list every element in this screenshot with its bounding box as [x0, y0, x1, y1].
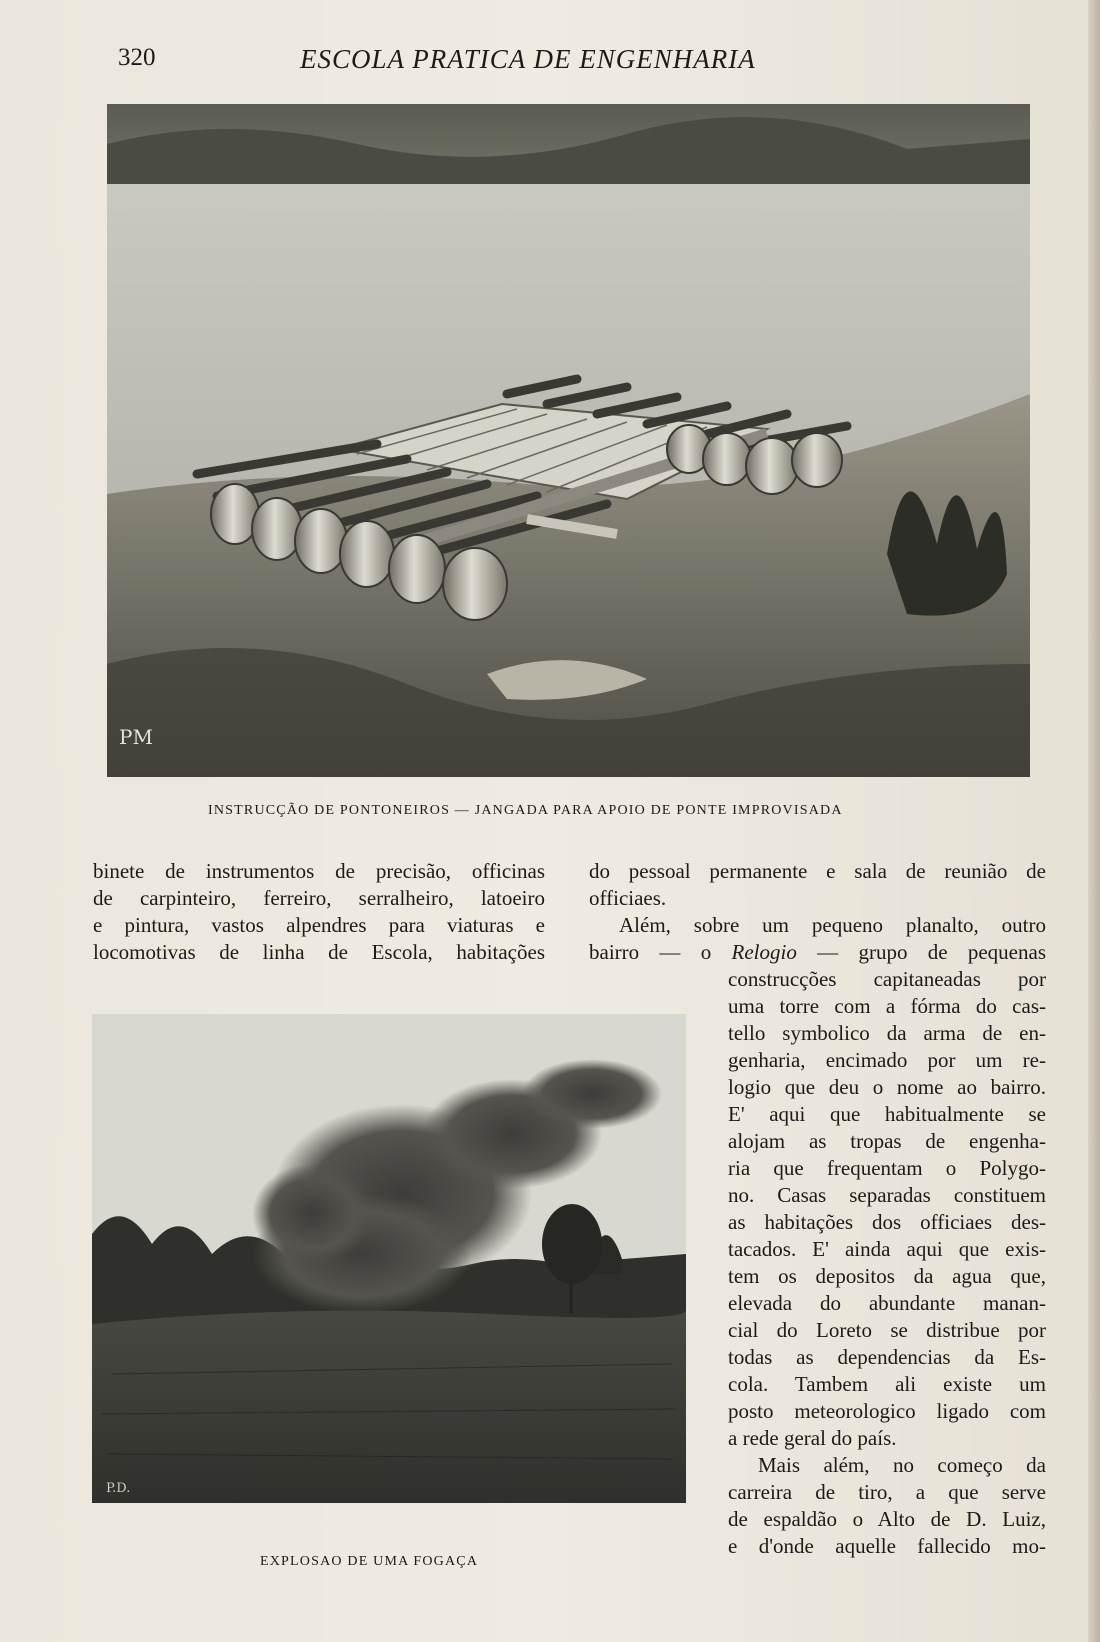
text-line: a rede geral do país.	[728, 1426, 897, 1450]
book-spine-shadow	[1088, 0, 1100, 1642]
text-line: e d'onde aquelle fallecido mo-	[728, 1534, 1046, 1558]
text-line-mixed	[589, 939, 1046, 966]
text-line: carreira de tiro, a que serve	[728, 1480, 1046, 1504]
text-line: construcções capitaneadas por	[728, 967, 1046, 991]
text-line: ria que frequentam o Polygo-	[728, 1156, 1046, 1180]
text-line: binete de instrumentos de precisão, officinas	[93, 859, 545, 883]
italic-word-relogio: Relogio	[731, 940, 797, 964]
text-line: tem os depositos da agua que,	[728, 1264, 1046, 1288]
text-line: Além, sobre um pequeno planalto, outro	[619, 913, 1046, 937]
text-line: genharia, encimado por um re-	[728, 1048, 1046, 1072]
text-column-left	[93, 858, 545, 966]
text-line: cola. Tambem ali existe um	[728, 1372, 1046, 1396]
text-line: posto meteorologico ligado com	[728, 1399, 1046, 1423]
raft-illustration	[107, 104, 1030, 777]
text-line: de espaldão o Alto de D. Luiz,	[728, 1507, 1046, 1531]
text-line: officiaes.	[589, 886, 667, 910]
text-line: E' aqui que habitualmente se	[728, 1102, 1046, 1126]
photo-raft-on-barrels	[107, 104, 1030, 777]
text-line: do pessoal permanente e sala de reunião de	[589, 859, 1046, 883]
text-fragment: bairro — o	[589, 940, 712, 964]
text-line: tacados. E' ainda aqui que exis-	[728, 1237, 1046, 1261]
svg-text:P.D.: P.D.	[106, 1481, 131, 1496]
text-fragment: — grupo de pequenas	[817, 940, 1046, 964]
text-line: alojam as tropas de engenha-	[728, 1129, 1046, 1153]
text-line: cial do Loreto se distribue por	[728, 1318, 1046, 1342]
photo-explosion	[92, 1014, 686, 1503]
caption-raft: INSTRUCÇÃO DE PONTONEIROS — JANGADA PARA APOIO DE PONTE IMPROVISADA	[208, 803, 843, 818]
text-line: todas as dependencias da Es-	[728, 1345, 1046, 1369]
text-column-right-narrow	[728, 966, 1046, 1560]
text-line: Mais além, no começo da	[758, 1453, 1046, 1477]
text-line: elevada do abundante manan-	[728, 1291, 1046, 1315]
caption-explosion: EXPLOSAO DE UMA FOGAÇA	[260, 1554, 479, 1569]
page-number: 320	[118, 44, 156, 71]
running-title: ESCOLA PRATICA DE ENGENHARIA	[300, 44, 756, 74]
text-line: as habitações dos officiaes des-	[728, 1210, 1046, 1234]
text-line: no. Casas separadas constituem	[728, 1183, 1046, 1207]
explosion-illustration	[92, 1014, 686, 1503]
text-column-right-top	[589, 858, 1046, 966]
text-line: e pintura, vastos alpendres para viaturas e	[93, 913, 545, 937]
text-line: de carpinteiro, ferreiro, serralheiro, latoeiro	[93, 886, 545, 910]
text-line: locomotivas de linha de Escola, habitações	[93, 940, 545, 964]
text-line: uma torre com a fórma do cas-	[728, 994, 1046, 1018]
svg-text:PM: PM	[119, 725, 153, 749]
text-line: logio que deu o nome ao bairro.	[728, 1075, 1046, 1099]
text-line: tello symbolico da arma de en-	[728, 1021, 1046, 1045]
